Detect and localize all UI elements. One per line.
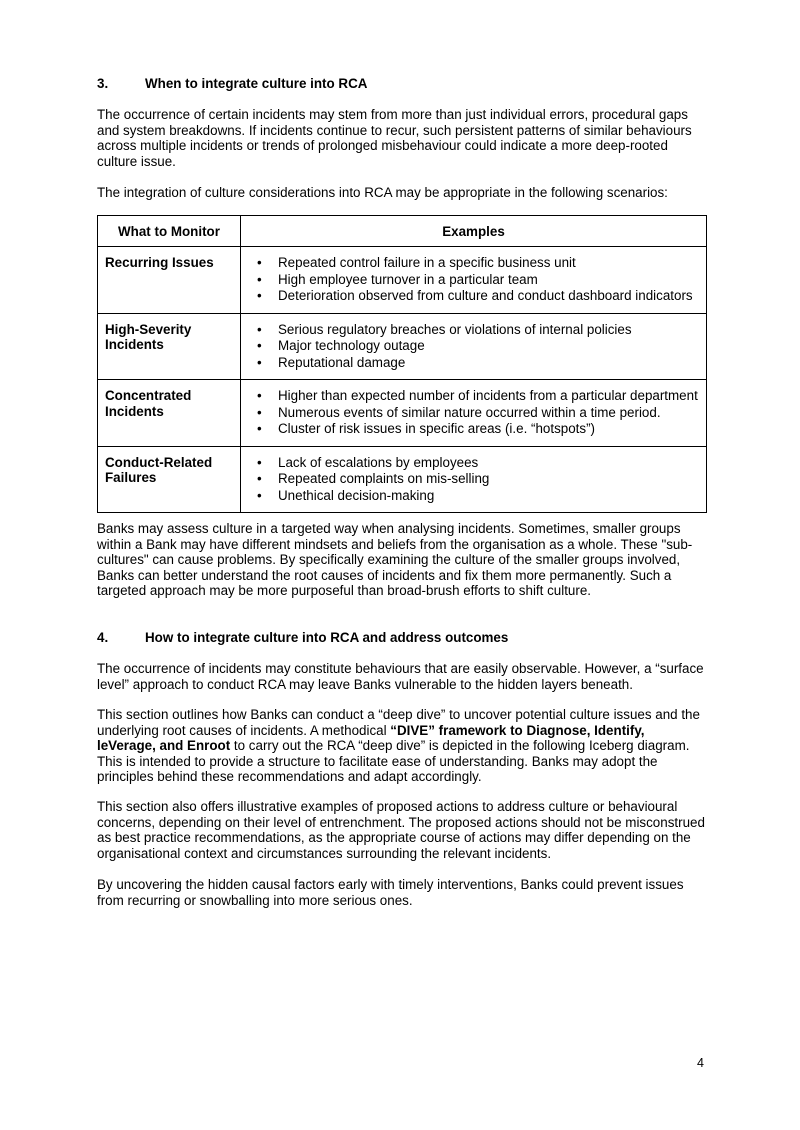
table-row [98, 380, 707, 447]
section-3-title: When to integrate culture into RCA [145, 76, 368, 91]
section-4-number: 4. [97, 630, 109, 645]
para2-text-before: This section outlines how Banks can conduct a “deep dive” to uncover potential culture issues and the underlying root causes of incidents. A methodical [97, 707, 700, 738]
monitor-examples-table [97, 215, 707, 513]
table-header-row [98, 216, 707, 247]
example-item: • Unethical decision-making [278, 488, 700, 505]
monitor-category: Recurring Issues [98, 247, 241, 314]
example-item: • Deterioration observed from culture and conduct dashboard indicators [278, 288, 700, 305]
example-item: • Higher than expected number of incidents from a particular department [278, 388, 700, 405]
example-item: • Lack of escalations by employees [278, 455, 700, 472]
section-3-paragraph-2: The integration of culture considerations into RCA may be appropriate in the following scenarios: [97, 185, 668, 200]
dive-framework-bold: “DIVE” framework to Diagnose, Identify, leVerage, and Enroot [97, 722, 645, 754]
section-3-paragraph-1: The occurrence of certain incidents may stem from more than just individual errors, procedural gaps and system breakdowns. If incidents continue to recur, such persistent patterns of similar behaviours across multiple incidents or trends of prolonged misbehaviour could indicate a more deep-rooted culture issue. [97, 107, 692, 169]
section-4-heading [97, 630, 508, 646]
header-what-to-monitor: What to Monitor [98, 216, 241, 247]
example-item: • Reputational damage [278, 355, 700, 372]
example-item: • Major technology outage [278, 338, 700, 355]
example-item: • High employee turnover in a particular team [278, 272, 700, 289]
examples-list [241, 314, 706, 380]
section-4-paragraph-3: This section also offers illustrative examples of proposed actions to address culture or behavioural concerns, depending on their level of entrenchment. The proposed actions should not be misconstrued as best practice recommendations, as the appropriate course of actions may differ depending on the organisational context and circumstances surrounding the relevant incidents. [97, 799, 705, 861]
table-row [98, 247, 707, 314]
monitor-category: Conduct-Related Failures [98, 446, 241, 513]
monitor-category: High-Severity Incidents [98, 313, 241, 380]
examples-cell [241, 313, 707, 380]
examples-list [241, 380, 706, 446]
example-item: • Repeated control failure in a specific business unit [278, 255, 700, 272]
header-examples: Examples [241, 216, 707, 247]
section-3-number: 3. [97, 76, 109, 91]
section-4-title: How to integrate culture into RCA and address outcomes [145, 630, 509, 645]
table-row [98, 446, 707, 513]
examples-cell [241, 380, 707, 447]
example-item: • Cluster of risk issues in specific areas (i.e. “hotspots”) [278, 421, 700, 438]
section-4-paragraph-2 [97, 707, 707, 785]
examples-cell [241, 446, 707, 513]
table-row [98, 313, 707, 380]
example-item: • Serious regulatory breaches or violations of internal policies [278, 322, 700, 339]
para2-text-after: to carry out the RCA “deep dive” is depicted in the following Iceberg diagram. This is intended to provide a structure to facilitate ease of understanding. Banks may adopt the principles behind these recommendations and adapt accordingly. [97, 738, 690, 785]
example-item: • Numerous events of similar nature occurred within a time period. [278, 405, 700, 422]
examples-cell [241, 247, 707, 314]
examples-list [241, 447, 706, 513]
after-table-paragraph: Banks may assess culture in a targeted way when analysing incidents. Sometimes, smaller groups within a Bank may have different mindsets and beliefs from the organisation as a whole. These "sub-cultures" can cause problems. By specifically examining the culture of the smaller groups involved, Banks can better understand the root causes of incidents and fix them more permanently. Such a targeted approach may be more purposeful than broad-brush efforts to shift culture. [97, 521, 693, 599]
monitor-category: Concentrated Incidents [98, 380, 241, 447]
section-4-paragraph-1: The occurrence of incidents may constitute behaviours that are easily observable. However, a “surface level” approach to conduct RCA may leave Banks vulnerable to the hidden layers beneath. [97, 661, 704, 692]
examples-list [241, 247, 706, 313]
example-item: • Repeated complaints on mis-selling [278, 471, 700, 488]
section-4-paragraph-4: By uncovering the hidden causal factors early with timely interventions, Banks could prevent issues from recurring or snowballing into more serious ones. [97, 877, 684, 908]
page-number: 4 [697, 1056, 704, 1070]
section-3-heading [97, 76, 367, 92]
